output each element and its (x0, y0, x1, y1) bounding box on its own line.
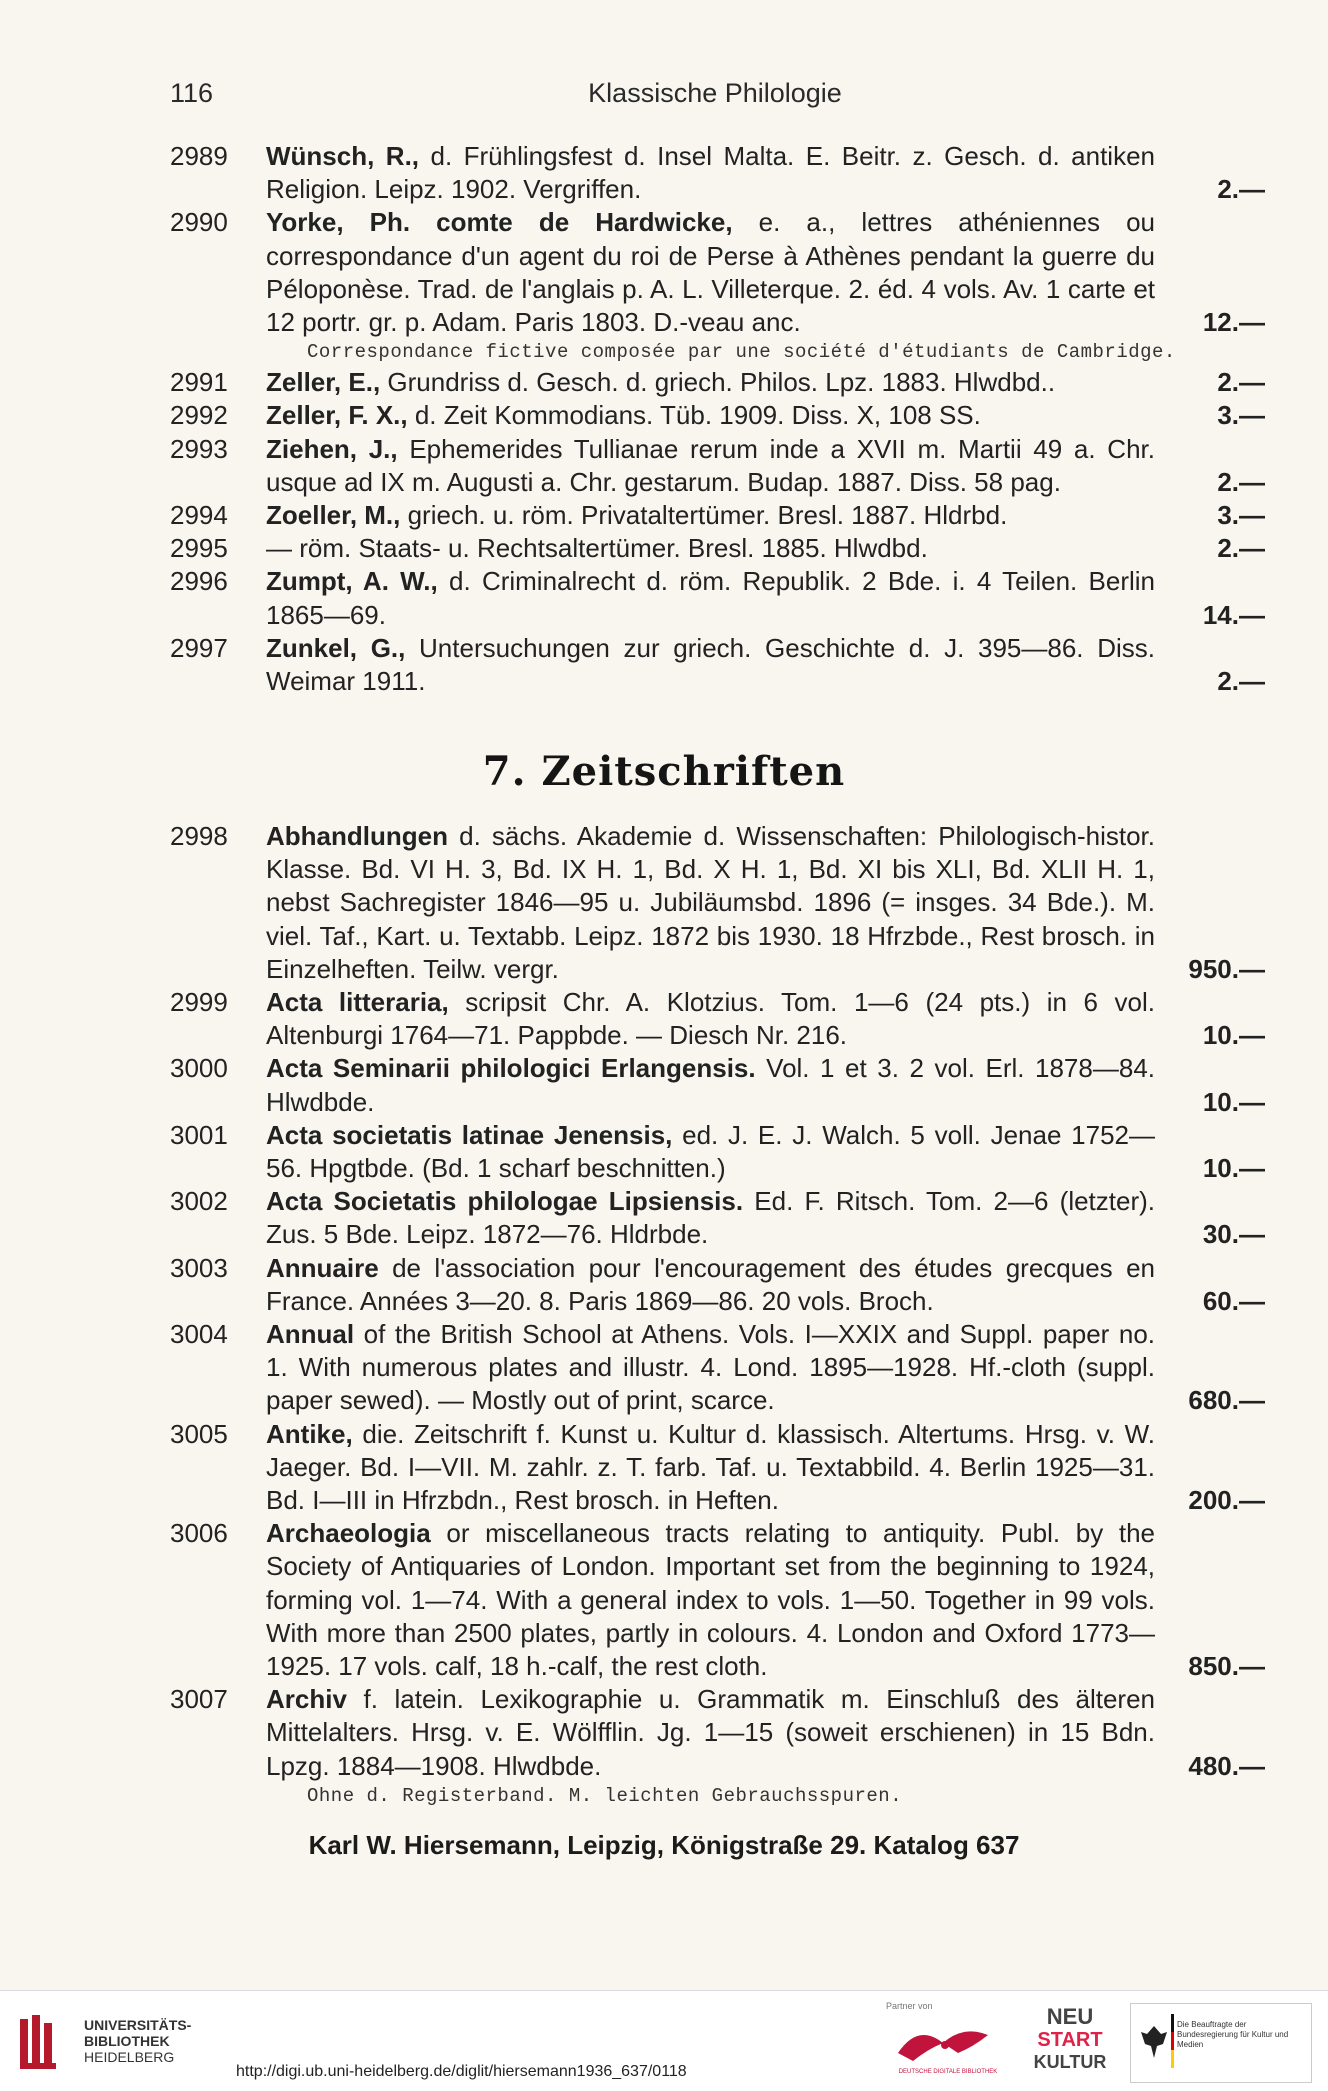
catalog-entry (170, 532, 1265, 565)
entry-note: Correspondance fictive composée par une société d'étudiants de Cambridge. (307, 341, 1176, 364)
entry-description: e. a., lettres athéniennes ou correspondance d'un agent du roi de Perse à Athènes pendant la guerre du Péloponèse. Trad. de l'anglais p. A. L. Villeterque. 2. éd. 4 vols. Av. 1 carte et 12 portr. gr. p. Adam. Paris 1803. D.-veau anc. (266, 207, 1155, 338)
entry-price: 12.— (1202, 307, 1265, 338)
entry-description: Untersuchungen zur griech. Geschichte d. J. 395—86. Diss. Weimar 1911. (266, 632, 1155, 697)
catalog-entry (170, 366, 1265, 399)
entry-note: Ohne d. Registerband. M. leichten Gebrauchsspuren. (307, 1784, 903, 1807)
entry-description: — röm. Staats- u. Rechtsaltertümer. Bresl. 1885. Hlwdbd. (266, 533, 928, 564)
catalog-entry (170, 140, 1265, 206)
catalog-entry (170, 1252, 1265, 1318)
catalog-entry (170, 1119, 1265, 1185)
entry-description: griech. u. röm. Privataltertümer. Bresl. 1887. Hldrbd. (400, 500, 1008, 531)
partner-label: Partner von (886, 2001, 933, 2011)
entry-text (266, 366, 1265, 399)
entry-author: Ziehen, J., (266, 433, 398, 464)
entry-description: or miscellaneous tracts relating to antiquity. Publ. by the Society of Antiquaries of London. Important set from the beginning to 1924, forming vol. 1—74. With a general index to vols. 1—50. Together in 99 vols. With more than 2500 plates, partly in colours. 4. London and Oxford 1773—1925. 17 vols. calf, 18 h.-calf, the rest cloth. (266, 1518, 1155, 1682)
entry-description: d. Criminalrecht d. röm. Republik. 2 Bde. i. 4 Teilen. Berlin 1865—69. (266, 566, 1155, 630)
entry-description: Vol. 1 et 3. 2 vol. Erl. 1878—84. Hlwdbde. (266, 1053, 1156, 1117)
entry-text (266, 986, 1265, 1052)
entry-price: 60.— (1202, 1285, 1265, 1316)
entry-text (266, 1318, 1265, 1418)
catalog-entry (170, 433, 1265, 499)
entry-text (266, 565, 1265, 631)
entry-author: Zeller, E., (266, 367, 381, 398)
entry-author: Acta litteraria, (266, 987, 449, 1018)
entry-number: 3005 (170, 1418, 228, 1449)
eagle-icon (1139, 2022, 1169, 2062)
svg-text:DEUTSCHE DIGITALE BIBLIOTHEK: DEUTSCHE DIGITALE BIBLIOTHEK (898, 2069, 998, 2075)
entry-text (266, 1517, 1265, 1683)
entry-author: Zumpt, A. W., (266, 566, 438, 597)
entry-author: Zoeller, M., (266, 500, 401, 531)
entry-author: Yorke, Ph. comte de Hardwicke, (266, 207, 733, 238)
ub-heidelberg-logo (18, 2013, 76, 2071)
entry-author: Zeller, F. X., (266, 400, 408, 431)
entry-number: 3002 (170, 1186, 228, 1217)
entry-number: 2995 (170, 533, 228, 564)
entry-author: Wünsch, R., (266, 141, 420, 171)
entry-number: 2990 (170, 207, 228, 238)
entry-author: Archiv (266, 1684, 347, 1715)
section-title: 7. Zeitschriften (482, 748, 846, 795)
entry-price: 680.— (1188, 1385, 1265, 1416)
catalog-entry (170, 499, 1265, 532)
entry-price: 3.— (1217, 500, 1265, 531)
catalog-entry (170, 1185, 1265, 1251)
bkm-logo: Die Beauftragte der Bundesregierung für Kultur und Medien (1130, 2003, 1312, 2083)
entry-author: Zunkel, G., (266, 632, 406, 663)
running-title: Klassische Philologie (588, 78, 842, 108)
entry-text (266, 399, 1265, 432)
entry-number: 2993 (170, 433, 228, 464)
catalog-entry (170, 986, 1265, 1052)
catalog-entry (170, 820, 1265, 986)
entry-description: of the British School at Athens. Vols. I—XXIX and Suppl. paper no. 1. With numerous plates and illustr. 4. Lond. 1895—1928. Hf.-cloth (suppl. paper sewed). — Mostly out of print, scarce. (266, 1319, 1155, 1416)
catalog-entry (170, 1318, 1265, 1418)
entry-number: 2992 (170, 400, 228, 431)
entry-price: 200.— (1188, 1485, 1265, 1516)
catalog-entry (170, 1052, 1265, 1118)
entry-price: 480.— (1188, 1750, 1265, 1781)
entry-description: Grundriss d. Gesch. d. griech. Philos. Lpz. 1883. Hlwdbd.. (380, 367, 1056, 398)
entry-number: 3000 (170, 1053, 228, 1084)
entry-number: 3007 (170, 1684, 228, 1715)
entry-text (266, 820, 1265, 986)
entry-text (266, 1052, 1265, 1118)
entry-author: Archaeologia (266, 1518, 431, 1549)
catalog-entry (170, 1517, 1265, 1683)
entry-text (266, 532, 1265, 565)
entry-author: Acta societatis latinae Jenensis, (266, 1119, 673, 1150)
entry-text (266, 632, 1265, 698)
entry-text (266, 1252, 1265, 1318)
entry-text (266, 140, 1265, 206)
entry-price: 10.— (1202, 1020, 1265, 1051)
permalink-url[interactable]: http://digi.ub.uni-heidelberg.de/diglit/hiersemann1936_637/0118 (236, 2063, 687, 2080)
entry-price: 2.— (1217, 367, 1265, 398)
entry-author: Antike, (266, 1418, 353, 1449)
entry-number: 3004 (170, 1319, 228, 1350)
entry-price: 10.— (1202, 1153, 1265, 1184)
entry-number: 3006 (170, 1518, 228, 1549)
entry-text (266, 1119, 1265, 1185)
entry-number: 2994 (170, 500, 228, 531)
entry-description: d. sächs. Akademie d. Wissenschaften: Philologisch-histor. Klasse. Bd. VI H. 3, Bd. IX H. 1, Bd. X H. 1, Bd. XI bis XLI, Bd. XLII H. 1, nebst Sachregister 1846—95 u. Jubiläumsbd. 1896 (= insges. 34 Bde.). M. viel. Taf., Kart. u. Textabb. Leipz. 1872 bis 1930. 18 Hfrzbde., Rest brosch. in Einzelheften. Teilw. vergr. (266, 821, 1155, 984)
ub-heidelberg-name: UNIVERSITÄTS- BIBLIOTHEK HEIDELBERG (84, 2017, 192, 2065)
entry-number: 3001 (170, 1119, 228, 1150)
entry-price: 850.— (1188, 1651, 1265, 1682)
entry-price: 950.— (1188, 953, 1265, 984)
entry-description: f. latein. Lexikographie u. Grammatik m. Einschluß des älteren Mittelalters. Hrsg. v. E. Wölfflin. Jg. 1—15 (soweit erschienen) in 15 Bdn. Lpzg. 1884—1908. Hlwdbde. (266, 1684, 1155, 1781)
catalog-entry (170, 565, 1265, 631)
neustart-kultur-logo: NEU START KULTUR (1033, 2004, 1107, 2072)
entry-description: Ed. F. Ritsch. Tom. 2—6 (letzter). Zus. 5 Bde. Leipz. 1872—76. Hldrbde. (266, 1186, 1155, 1250)
catalog-entry (170, 1418, 1265, 1518)
digitization-footer (0, 1990, 1328, 2091)
entry-number: 2998 (170, 821, 228, 851)
entry-number: 2999 (170, 987, 228, 1018)
entry-author: Abhandlungen (266, 821, 448, 851)
entry-author: Acta Societatis philologae Lipsiensis. (266, 1186, 744, 1217)
entries-block-periodicals (170, 820, 1265, 1810)
entry-number: 2996 (170, 566, 228, 597)
entry-price: 2.— (1217, 666, 1265, 697)
entry-text (266, 1418, 1265, 1518)
entry-number: 2991 (170, 367, 228, 398)
entry-text (266, 433, 1265, 499)
entry-text (266, 499, 1265, 532)
entries-block-authors (170, 140, 1265, 698)
entry-price: 10.— (1202, 1086, 1265, 1117)
page-number: 116 (170, 78, 214, 108)
entry-number: 3003 (170, 1252, 228, 1283)
catalog-entry (170, 399, 1265, 432)
entry-description: ed. J. E. J. Walch. 5 voll. Jenae 1752—56. Hpgtbde. (Bd. 1 scharf beschnitten.) (266, 1119, 1155, 1184)
catalog-entry (170, 1683, 1265, 1783)
entry-description: scripsit Chr. A. Klotzius. Tom. 1—6 (24 pts.) in 6 vol. Altenburgi 1764—71. Pappbde. — Diesch Nr. 216. (266, 987, 1155, 1051)
entry-author: Acta Seminarii philologici Erlangensis. (266, 1053, 756, 1084)
entry-text (266, 1683, 1265, 1783)
catalog-entry (170, 206, 1265, 339)
entry-description: de l'association pour l'encouragement des études grecques en France. Années 3—20. 8. Paris 1869—86. 20 vols. Broch. (266, 1252, 1155, 1316)
entry-author: Annual (266, 1319, 355, 1350)
entry-description: Ephemerides Tullianae rerum inde a XVII m. Martii 49 a. Chr. usque ad IX m. Augusti a. Chr. gestarum. Budap. 1887. Diss. 58 pag. (266, 433, 1155, 497)
page-header (170, 78, 1260, 118)
entry-description: d. Frühlingsfest d. Insel Malta. E. Beitr. z. Gesch. d. antiken Religion. Leipz. 1902. Vergriffen. (266, 141, 1155, 205)
entry-author: Annuaire (266, 1252, 379, 1283)
entry-price: 2.— (1217, 174, 1265, 205)
entry-description: d. Zeit Kommodians. Tüb. 1909. Diss. X, 108 SS. (407, 400, 981, 431)
entry-price: 3.— (1217, 400, 1265, 431)
entry-price: 14.— (1202, 599, 1265, 630)
entry-price: 2.— (1217, 466, 1265, 497)
entry-text (266, 1185, 1265, 1251)
entry-number: 2997 (170, 632, 228, 663)
entry-price: 30.— (1202, 1219, 1265, 1250)
ddb-logo (888, 2013, 1008, 2081)
entry-text (266, 206, 1265, 339)
catalog-entry (170, 632, 1265, 698)
entry-number: 2989 (170, 141, 228, 171)
entry-description: die. Zeitschrift f. Kunst u. Kultur d. klassisch. Altertums. Hrsg. v. W. Jaeger. Bd. I—VII. M. zahlr. z. T. farb. Taf. u. Textabbild. 4. Berlin 1925—31. Bd. I—III in Hfrzbdn., Rest brosch. in Heften. (266, 1418, 1155, 1516)
entry-price: 2.— (1217, 533, 1265, 564)
publisher-imprint: Karl W. Hiersemann, Leipzig, Königstraße 29. Katalog 637 (308, 1830, 1020, 1860)
